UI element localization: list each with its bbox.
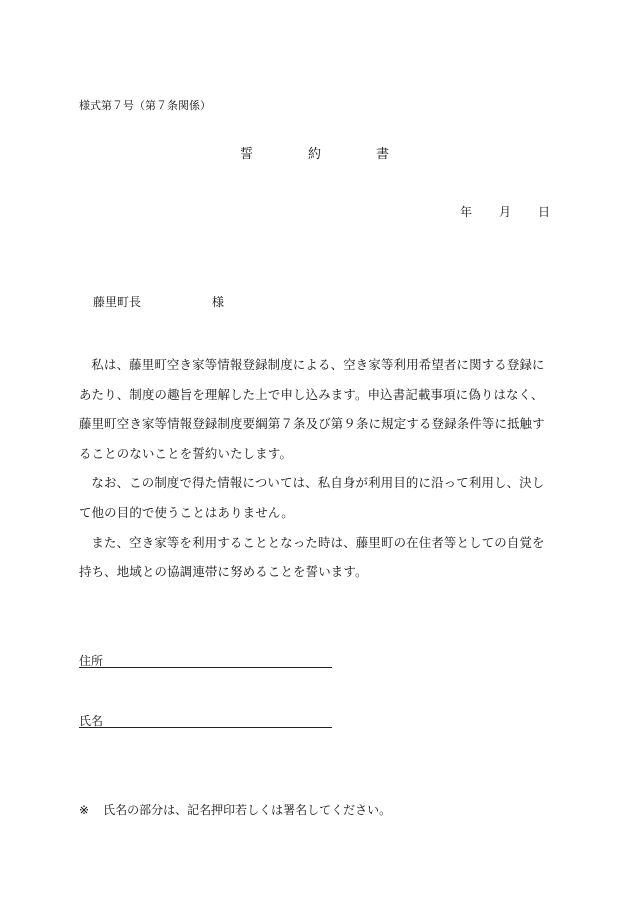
month-label: 月 xyxy=(499,205,512,219)
pledge-paragraph-3: また、空き家等を利用することとなった時は、藤里町の在住者等としての自覚を持ち、地域との協調連帯に努めることを誓います。 xyxy=(79,534,545,580)
note-text: 氏名の部分は、記名押印若しくは署名してください。 xyxy=(103,803,392,817)
name-field[interactable] xyxy=(79,712,103,729)
date-line xyxy=(460,203,550,220)
signature-note xyxy=(79,801,391,818)
title-char-1: 誓 xyxy=(240,147,254,162)
title-char-2: 約 xyxy=(308,147,322,162)
addressee-honorific: 様 xyxy=(212,295,225,309)
form-number: 様式第７号（第７条関係） xyxy=(79,99,211,112)
pledge-paragraph-1: 私は、藤里町空き家等情報登録制度による、空き家等利用希望者に関する登録にあたり、制度の趣旨を理解した上で申し込みます。申込書記載事項に偽りはなく、藤里町空き家等情報登録制度要綱第７条及び第９条に規定する登録条件等に抵触することのないことを誓約いたします。 xyxy=(79,357,545,461)
document-title xyxy=(240,143,389,162)
pledge-body xyxy=(79,350,551,587)
addressee xyxy=(93,293,224,310)
name-label: 氏名 xyxy=(79,714,104,728)
name-underline xyxy=(79,727,332,728)
note-mark: ※ xyxy=(79,803,90,817)
day-label: 日 xyxy=(538,205,551,219)
address-underline xyxy=(79,667,332,668)
addressee-name: 藤里町長 xyxy=(93,295,142,309)
year-label: 年 xyxy=(460,205,473,219)
title-char-3: 書 xyxy=(376,147,390,162)
address-field[interactable] xyxy=(79,652,103,669)
address-label: 住所 xyxy=(79,654,104,668)
pledge-paragraph-2: なお、この制度で得た情報については、私自身が利用目的に沿って利用し、決して他の目的で使うことはありません。 xyxy=(79,475,545,520)
